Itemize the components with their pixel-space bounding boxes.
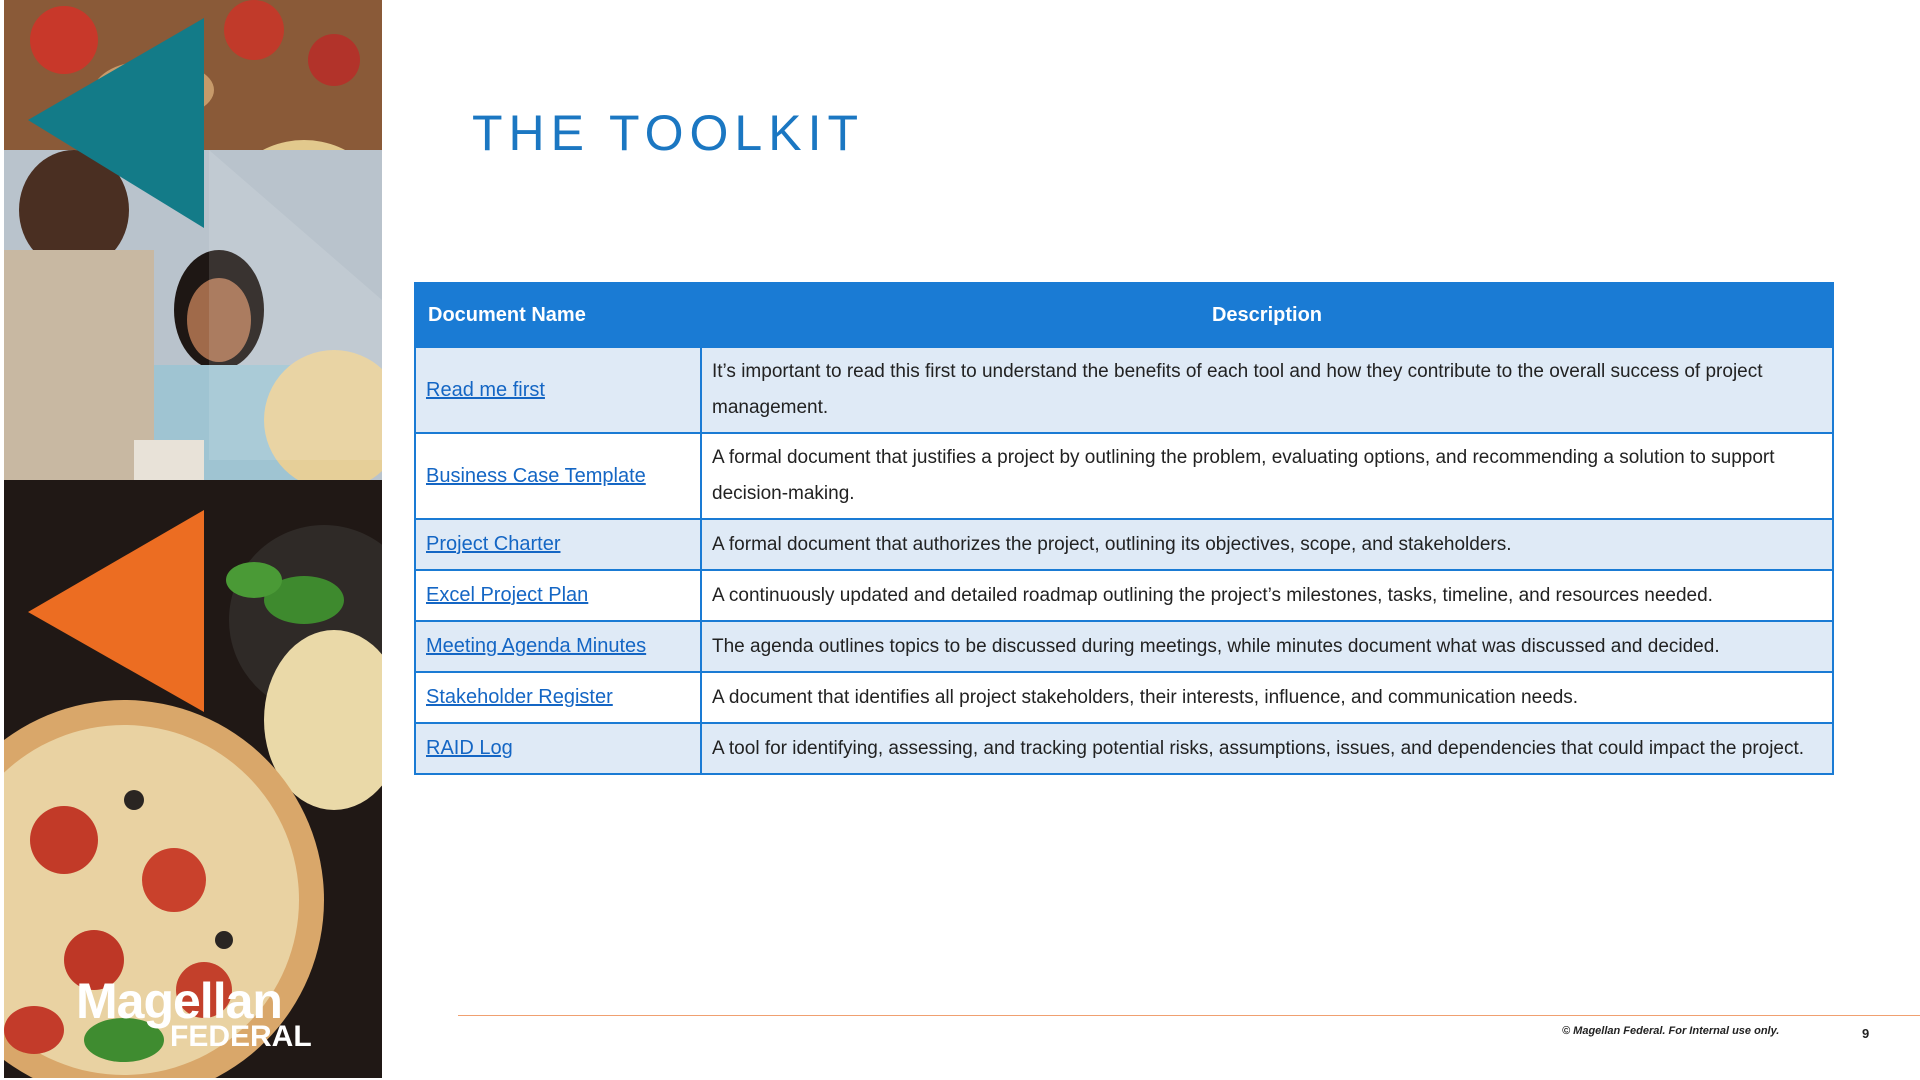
footer-divider [458, 1015, 1920, 1016]
magellan-federal-logo [76, 973, 312, 1053]
table-row [415, 672, 1833, 723]
table-row [415, 519, 1833, 570]
decorative-photo-panel [4, 0, 382, 1078]
business-case-template-link[interactable]: Business Case Template [426, 464, 646, 487]
table-header-row [415, 283, 1833, 347]
raid-log-link[interactable]: RAID Log [426, 737, 513, 759]
document-name-cell [415, 433, 701, 519]
table-row [415, 723, 1833, 774]
document-name-cell [415, 347, 701, 433]
table-row [415, 570, 1833, 621]
read-me-first-link[interactable]: Read me first [426, 378, 545, 401]
description-cell: It’s important to read this first to understand the benefits of each tool and how they contribute to the overall success of project management. [701, 347, 1833, 433]
description-cell: A formal document that justifies a project by outlining the problem, evaluating options, and recommending a solution to support decision-making. [701, 433, 1833, 519]
description-cell: A document that identifies all project stakeholders, their interests, influence, and communication needs. [701, 672, 1833, 723]
slide-title: THE TOOLKIT [472, 105, 865, 161]
description-cell: The agenda outlines topics to be discussed during meetings, while minutes document what was discussed and decided. [701, 621, 1833, 672]
excel-project-plan-link[interactable]: Excel Project Plan [426, 584, 589, 606]
logo-name: Magellan [76, 973, 282, 1029]
logo-sub: FEDERAL [170, 1020, 312, 1053]
table-row [415, 347, 1833, 433]
meeting-agenda-minutes-link[interactable]: Meeting Agenda Minutes [426, 635, 647, 657]
table-row [415, 621, 1833, 672]
copyright-notice: © Magellan Federal. For Internal use only. [1562, 1025, 1780, 1037]
description-cell: A tool for identifying, assessing, and tracking potential risks, assumptions, issues, and dependencies that could impact the project. [701, 723, 1833, 774]
document-name-cell [415, 723, 701, 774]
food-collage-image [4, 0, 382, 1078]
table-row [415, 433, 1833, 519]
project-charter-link[interactable]: Project Charter [426, 533, 561, 555]
document-name-cell [415, 621, 701, 672]
document-name-cell [415, 570, 701, 621]
description-cell: A formal document that authorizes the project, outlining its objectives, scope, and stakeholders. [701, 519, 1833, 570]
description-cell: A continuously updated and detailed roadmap outlining the project’s milestones, tasks, timeline, and resources needed. [701, 570, 1833, 621]
column-header-description: Description [701, 283, 1833, 347]
stakeholder-register-link[interactable]: Stakeholder Register [426, 686, 613, 708]
toolkit-table [414, 282, 1834, 775]
document-name-cell [415, 519, 701, 570]
column-header-document-name: Document Name [415, 283, 701, 347]
page-number: 9 [1862, 1026, 1870, 1041]
document-name-cell [415, 672, 701, 723]
